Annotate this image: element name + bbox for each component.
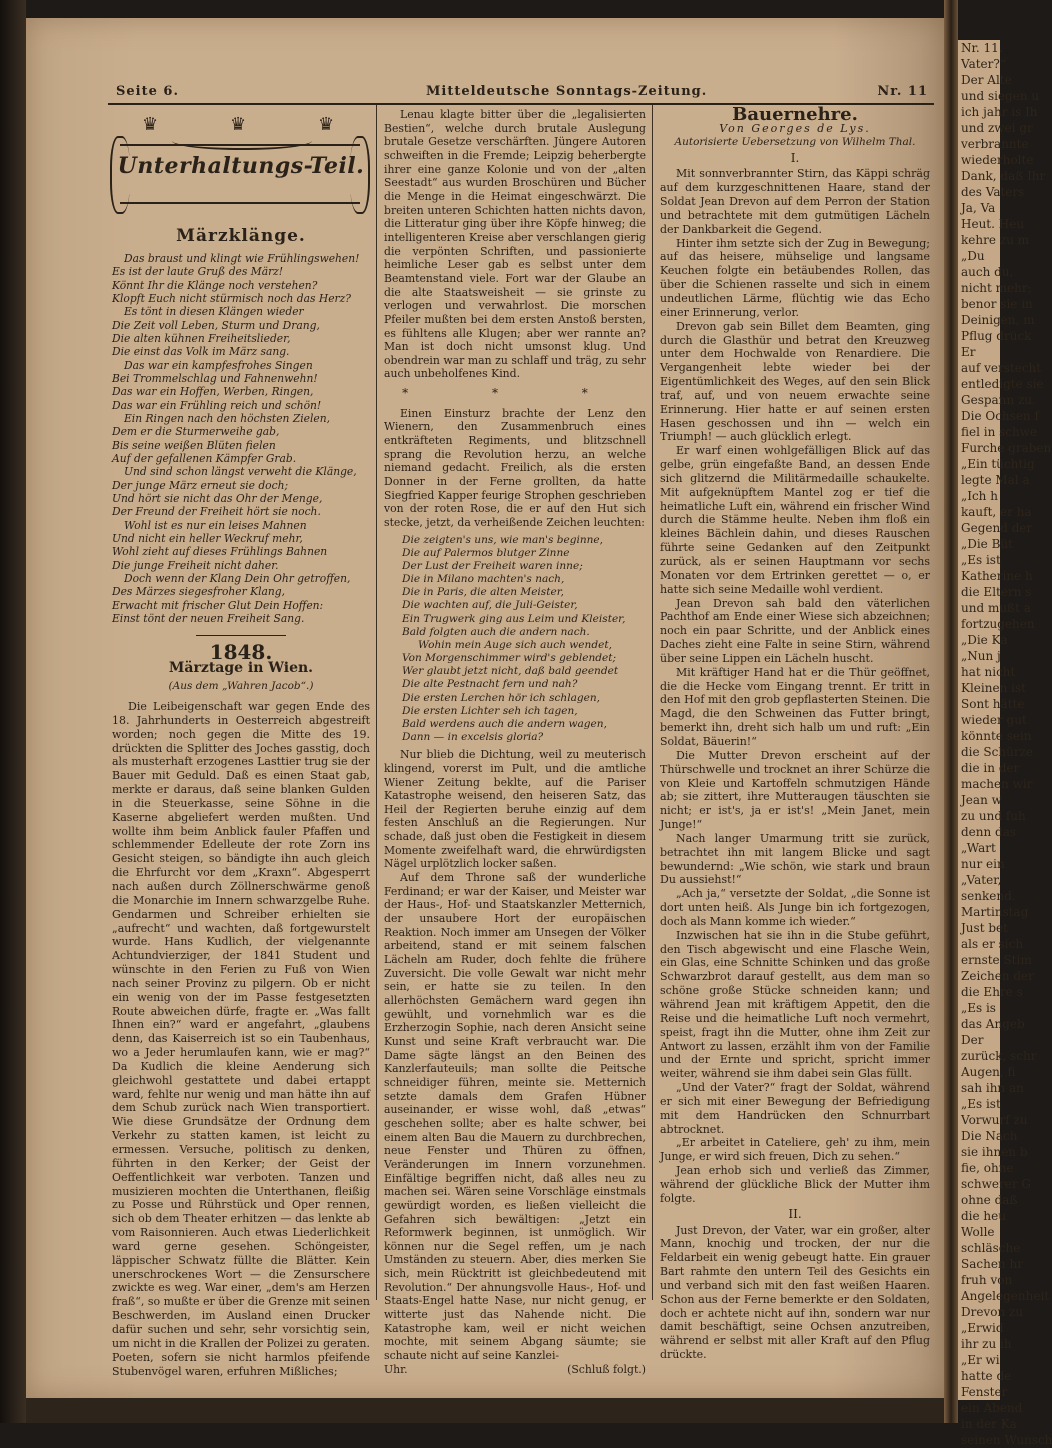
adjacent-page-text: die Ehre s — [961, 985, 1023, 999]
quote-line: Ein Trugwerk ging aus Leim und Kleister, — [402, 612, 626, 625]
adjacent-page-text: senkend. — [961, 889, 1016, 903]
adjacent-page-text: Der — [961, 1033, 984, 1047]
story-paragraph: Jean erhob sich und verließ das Zimmer, während der glückliche Blick der Mutter ihm folgte. — [660, 1164, 930, 1205]
adjacent-page-text: Sachen hr — [961, 1257, 1023, 1271]
adjacent-page-text: fie, ohne — [961, 1161, 1014, 1175]
story-paragraph: Jean Drevon sah bald den väterlichen Pachthof am Ende einer Wiese sich abzeichnen; noch ein paar Schritte, und der Anblick eines Daches zieht eine Falte in seine Stirn, während über seine Lippen ein Lächeln huscht. — [660, 596, 930, 665]
adjacent-page-text: „Es ist — [961, 1097, 1001, 1111]
poem-line: Auf der gefallenen Kämpfer Grab. — [112, 452, 297, 465]
story-paragraph: „Er arbeitet in Cateliere, geh' zu ihm, mein Junge, er wird sich freuen, Dich zu sehen.“ — [660, 1136, 930, 1164]
poem-line: Die einst das Volk im März sang. — [112, 345, 290, 359]
poem-line: Das war ein Hoffen, Werben, Ringen, — [112, 385, 314, 399]
adjacent-page-text: Angelegenheit — [961, 1289, 1050, 1303]
quote-line: Die ersten Lichter seh ich tagen, — [402, 704, 578, 717]
adjacent-page-text: entledigte sie — [961, 377, 1044, 391]
adjacent-page-text: fruh von — [961, 1273, 1013, 1287]
adjacent-page-text: Jean w — [961, 793, 1002, 807]
adjacent-page-edge — [958, 40, 1052, 1447]
adjacent-page-text: fortzugehen — [961, 617, 1035, 631]
poem-line: Wohl ist es nur ein leises Mahnen — [124, 518, 307, 532]
adjacent-page-text: legte Mal a — [961, 473, 1030, 487]
adjacent-page-text: Furche graben — [961, 441, 1052, 455]
adjacent-page-text: zurück, schr — [961, 1049, 1037, 1063]
adjacent-page-text: Sont hätte — [961, 697, 1025, 711]
adjacent-page-text: nicht mehr; — [961, 281, 1032, 295]
column-1 — [112, 108, 370, 1378]
poem-line: Doch wenn der Klang Dein Ohr getroffen, — [124, 572, 351, 586]
adjacent-page-text: hat nicht — [961, 665, 1016, 679]
quote-line: Die in Paris, die alten Meister, — [402, 586, 564, 599]
quote-line: Bald werdens auch die andern wagen, — [402, 717, 607, 730]
story-paragraph: Mit kräftiger Hand hat er die Thür geöffnet, die die Hecke vom Eingang trennt. Er tritt in den Hof mit den grob gepflasterten Steinen. Die Magd, die den Schweinen das Futter bringt, bemerkt ihn, dreht sich halb um und ruft: „Ein Soldat, Bäuerin!“ — [660, 665, 930, 748]
adjacent-page-text: Nr. 11. — [961, 41, 1003, 55]
page-number: Seite 6. — [116, 84, 179, 99]
adjacent-page-text: und mußt a — [961, 601, 1031, 615]
adjacent-page-text: Er — [961, 345, 976, 359]
adjacent-page-text: Vorwurf zu — [961, 1113, 1028, 1127]
adjacent-page-text: ohne daß — [961, 1193, 1018, 1207]
adjacent-page-text: „Vater, — [961, 873, 1002, 887]
adjacent-page-text: Ja, Va — [961, 201, 996, 215]
chapter-number: II. — [788, 1206, 802, 1221]
quote-line: Die zeigten's uns, wie man's beginne, — [402, 533, 604, 546]
article-paragraph: Einen Einsturz brachte der Lenz den Wienern, den Zusammenbruch eines entkräfteten Regiments, und blitzschnell sprang die Revolution herzu, an welche niemand gedacht. Freilich, als die ersten Donner in der Ferne grollten, da hatte Siegfried Kapper feurige Strophen geschrieben von der roten Rose, die er auf den Hut sich stecke, jetzt, da verheißende Zeichen leuchten: — [384, 406, 646, 530]
adjacent-page-text: „Er wi — [961, 1353, 1000, 1367]
adjacent-page-text: nur ein — [961, 857, 1005, 871]
issue-number: Nr. 11 — [877, 84, 928, 99]
quote-line: Die auf Palermos blutger Zinne — [402, 546, 570, 559]
adjacent-page-text: „Erwid — [961, 1321, 1004, 1335]
poem-line: Könnt Ihr die Klänge noch verstehen? — [112, 278, 318, 292]
quote-line: Wohin mein Auge sich auch wendet, — [418, 638, 612, 651]
to-be-continued: (Schluß folgt.) — [567, 1362, 646, 1376]
column-divider-2 — [652, 105, 653, 1300]
adjacent-page-text: die heu — [961, 1209, 1006, 1223]
adjacent-page-text: schläsche — [961, 1241, 1021, 1255]
poem-maerzklaenge — [112, 252, 370, 626]
adjacent-page-text: Heut. Heu — [961, 217, 1025, 231]
adjacent-page-text: schwerer G — [961, 1177, 1031, 1191]
adjacent-page-text: benor sie in — [961, 297, 1033, 311]
adjacent-page-text: Wolle — [961, 1225, 995, 1239]
adjacent-page-text: Martinstag — [961, 905, 1029, 919]
story-paragraph: Die Mutter Drevon erscheint auf der Thürschwelle und trocknet an ihrer Schürze die von Kleie und Kartoffeln schmutzigen Hände ab; sie zittert, ihre Mutteraugen täuschten sie nicht; er ist's, ja er ist's! „Mein Janet, mein Junge!“ — [660, 748, 930, 832]
adjacent-page-text: Die Nach — [961, 1129, 1018, 1143]
adjacent-page-text: verbrannte — [961, 137, 1029, 151]
poem-line: Bei Trommelschlag und Fahnenwehn! — [112, 371, 318, 385]
adjacent-page-text: Just bet — [961, 921, 1008, 935]
article-end — [384, 1363, 646, 1377]
adjacent-page-text: in der Ka — [961, 1417, 1017, 1431]
article-paragraph: Lenau klagte bitter über die „legalisierten Bestien“, welche durch brutale Auslegung brutale Gesetze verschärften. Jüngere Autoren schweiften in die Fremde; Leipzig beherbergte ihrer eine ganze Kolonie und von der „alten Seestadt“ aus wurden Broschüren und Bücher die Menge in die Heimat eingeschwärzt. Die breiten unteren Schichten hatten nichts davon, die Litteratur ging über ihre Köpfe hinweg; die intelligenteren Kreise aber verschlangen gierig die verpönten Schriften, und passionierte heimliche Leser gab es selbst unter dem Beamtenstand viele. Fort war der Glaube an die alte Staatsweisheit — sie grinste zu verlogen und verwahrlost. Die morschen Pfeiler mußten bei dem ersten Anstoß bersten, es fühltens alle Klugen; aber wer rannte an? Man ist doch nicht umsonst klug. Und obendrein war man zu schlaff und träg, zu sehr auch unbeholfenes Kind. — [384, 108, 646, 381]
adjacent-page-text: könnte sein — [961, 729, 1032, 743]
column-2 — [384, 108, 646, 1376]
adjacent-page-text: sah ihn an — [961, 1081, 1024, 1095]
adjacent-page-text: Gegend der — [961, 521, 1033, 535]
adjacent-page-text: und siegen u — [961, 89, 1040, 103]
adjacent-page-text: Fenster — [961, 1385, 1008, 1399]
adjacent-page-text: Deinigen, m — [961, 313, 1035, 327]
adjacent-page-text: kauft, er ha — [961, 505, 1032, 519]
story-part-2 — [660, 1224, 930, 1362]
adjacent-page-text: „Wart — [961, 841, 996, 855]
quote-line: Die wachten auf, die Juli-Geister, — [402, 599, 578, 612]
poem-line: Ein Ringen nach den höchsten Zielen, — [124, 411, 331, 425]
poem-line: Das braust und klingt wie Frühlingswehen! — [124, 251, 360, 265]
section-title: Unterhaltungs-Teil. — [117, 153, 365, 179]
adjacent-page-text: die Schürze — [961, 745, 1033, 759]
story-paragraph: Drevon gab sein Billet dem Beamten, ging durch die Glasthür und betrat den Kreuzweg unter dem Hochwalde von Renardiere. Die Vergangenheit lebte wieder bei der Eigentümlichkeit des Weges, auf den sein Blick traf, auf, und von neuem erwachte seine Erinnerung. Hier hatte er auf seinen ersten Hasen geschossen und ihn — welch ein Triumph! — auch glücklich erlegt. — [660, 319, 930, 444]
poem-line: Des Märzes siegesfroher Klang, — [112, 585, 286, 599]
poem-line: Und hört sie nicht das Ohr der Menge, — [112, 492, 323, 506]
poem-line: Dem er die Sturmerweihe gab, — [112, 425, 280, 439]
page-header — [108, 80, 934, 102]
quote-line: Bald folgten auch die andern nach. — [402, 625, 590, 638]
poem-line: Erwacht mit frischer Glut Dein Hoffen: — [112, 598, 324, 612]
adjacent-page-text: Der Alte — [961, 73, 1012, 87]
last-word: Uhr. — [384, 1362, 408, 1376]
adjacent-page-text: fiel in schwe — [961, 425, 1038, 439]
adjacent-page-text: hatte de — [961, 1369, 1012, 1383]
adjacent-page-text: „Es is — [961, 1001, 996, 1015]
adjacent-page-text: wiederholte — [961, 153, 1034, 167]
adjacent-page-text: wieder gut — [961, 713, 1027, 727]
poem-line: Bis seine weißen Blüten fielen — [112, 438, 276, 452]
adjacent-page-text: „Die Büt — [961, 537, 1013, 551]
adjacent-page-text: auch du, — [961, 265, 1014, 279]
poem-line: Klopft Euch nicht stürmisch noch das Herz? — [112, 291, 352, 305]
adjacent-page-text: auf verstecht — [961, 361, 1042, 375]
story-paragraph: „Und der Vater?“ fragt der Soldat, während er sich mit einer Bewegung der Befriedigung mit dem Handrücken den Schnurrbart abtrocknet. — [660, 1081, 930, 1136]
poem-line: Wohl zieht auf dieses Frühlings Bahnen — [112, 545, 328, 559]
adjacent-page-text: Gespann zu. — [961, 393, 1036, 407]
adjacent-page-text: und zwei gr — [961, 121, 1033, 135]
adjacent-page-text: zu und fuh — [961, 809, 1026, 823]
adjacent-page-text: das Angeb — [961, 1017, 1025, 1031]
quote-line: Die alte Pestnacht fern und nah? — [402, 678, 578, 691]
poem-line: Es ist der laute Gruß des März! — [112, 265, 284, 279]
adjacent-page-text: „Du — [961, 249, 985, 263]
section-title-ornament — [112, 108, 370, 224]
quoted-poem — [384, 534, 646, 745]
journal-title: Mitteldeutsche Sonntags-Zeitung. — [426, 84, 708, 99]
poem-line: Die junge Freiheit nicht daher. — [112, 558, 279, 572]
binding-gutter — [944, 0, 958, 1423]
poem-line: Der junge März erneut sie doch; — [112, 478, 289, 492]
adjacent-page-text: Vater?“ — [961, 57, 1006, 71]
adjacent-page-text: ernste Stim — [961, 953, 1032, 967]
adjacent-page-text: Pflug drück — [961, 329, 1032, 343]
adjacent-page-text: Die Ochsen f — [961, 409, 1039, 423]
book-spine-left — [0, 0, 26, 1423]
crown-ornament-icon: ♛ — [142, 114, 159, 135]
chapter-number: I. — [790, 150, 800, 165]
article-source: (Aus dem „Wahren Jacob“.) — [168, 680, 314, 693]
article-body: Die Leibeigenschaft war gegen Ende des 18. Jahrhunderts in Oesterreich abgestreift worden; noch gegen die Mitte des 19. drückten die Splitter des Joches gasstig, doch als musterhaft erzogenes Lasttier trug sie der Bauer mit Geduld. Daß es einen Staat gab, merkte er daraus, daß seine blanken Gulden in die Steuerkasse, seine Söhne in die Kaserne abgeliefert werden mußten. Und wollte ihm beim Anblick fauler Pfaffen und schlemmender Edelleute der rote Zorn ins Gesicht steigen, so bändigte ihn auch gleich die Ehrfurcht vor dem „Kraxn“. Abgesperrt nach außen durch Zöllnerschwärme genoß die Monarchie im Innern schwarzgelbe Ruhe. Gendarmen und Schreiber erhielten sie „aufrecht“ und wachten, daß fortgewurstelt wurde. Hans Kudlich, der vielgenannte Achtundvierziger, der 1841 Student und wünschte in den Ferien zu Fuß von Wien nach seiner Provinz zu pilgern. Ob er nicht ein wenig von der im Passe festgesetzten Route abweichen dürfe, fragte er. „Was fallt Ihnen ein?“ ward er angefahrt, „glaubens denn, das Kaiserreich ist so ein Taubenhaus, wo a Jeder herumlaufen kann, wie er mag?“ Da Kudlich die kleine Aenderung sich gleichwohl gestattete und dabei ertappt ward, fehlte nur wenig und man hätte ihn auf dem Schub zurück nach Wien transportiert. Wie diese Grundsätze der Ordnung dem Verkehr zu statten kamen, ist leicht zu ermessen. Versuche, politisch zu denken, führten in den Kerker; der Geist der Oeffentlichkeit war verboten. Tanzen und musizieren mochten die Unterthanen, fleißig zu Posse und Rührstück und Oper rennen, sich ob dem Theater erhitzen — das lenkte ab vom Raisonnieren. Auch etwas Liederlichkeit ward gerne gesehen. Schöngeister, läppischer Schwatz füllte die Blätter. Kein unerschrockenes Wort — die Zensurschere zwickte es weg. War einer, „dem's am Herzen fraß“, so mußte er über die Grenze mit seinen Beschwerden, im Ausland einen Drucker dafür suchen und sehr, sehr vorsichtig sein, um nicht in die Krallen der Polizei zu geraten. Poeten, sofern sie nicht harmlos pfeifende Stubenvögel waren, erfuhren Mißliches; — [112, 700, 370, 1378]
story-paragraph: „Ach ja,“ versetzte der Soldat, „die Sonne ist dort unten heiß. Als Junge bin ich fortgezogen, doch als Mann komme ich wieder.“ — [660, 887, 930, 928]
adjacent-page-text: kehre zu m — [961, 233, 1029, 247]
quote-line: Die ersten Lerchen hör ich schlagen, — [402, 691, 600, 704]
poem-line: Es tönt in diesen Klängen wieder — [124, 305, 304, 319]
story-paragraph: Hinter ihm setzte sich der Zug in Bewegung; auf das heisere, mühselige und langsame Keuchen folgte ein betäubendes Rollen, das über die Schienen rasselte und sich in einem undeutlichen Lärme, flüchtig wie das Echo einer Erinnerung, verlor. — [660, 236, 930, 319]
story-paragraph: Er warf einen wohlgefälligen Blick auf das gelbe, grün eingefaßte Band, an dessen Ende sich glitzernd die Militärmedaille schaukelte. Mit aufgeknüpftem Mantel zog er tief die heimatliche Luft ein, während ein frischer Wind durch die Stämme heulte. Neben ihm floß ein kleines Bächlein dahin, und dieses Rauschen führte seine Gedanken auf den Zeitpunkt zurück, als er seinen Hauptmann vor sechs Monaten vor dem Ertrinken gerettet — o, er hatte sich seine Medaille wohl verdient. — [660, 444, 930, 596]
separator-rule — [196, 635, 286, 636]
column-3 — [660, 104, 930, 1362]
poem-line: Der Freund der Freiheit hört sie noch. — [112, 505, 321, 519]
poem-title: Märzklänge. — [176, 226, 306, 246]
adjacent-page-text: Katherine h — [961, 569, 1033, 583]
story-paragraph: Just Drevon, der Vater, war ein großer, alter Mann, knochig und trocken, der nur die Feldarbeit ein wenig gebeugt hatte. Ein grauer Bart rahmte den untern Teil des Gesichts ein und verband sich mit den fast weißen Haaren. Schon aus der Ferne bemerkte er den Soldaten, doch er achtete nicht auf ihn, sondern war nur damit beschäftigt, seine Ochsen anzutreiben, während er selbst mit aller Kraft auf den Pflug drückte. — [660, 1223, 930, 1362]
adjacent-page-text: Drevon zu — [961, 1305, 1024, 1319]
poem-line: Und nicht ein heller Weckruf mehr, — [112, 532, 303, 546]
poem-line: Und sind schon längst verweht die Klänge, — [124, 465, 357, 479]
adjacent-page-text: als er sich — [961, 937, 1024, 951]
adjacent-page-text: „Ein tüchtig — [961, 457, 1035, 471]
article-paragraph: Auf dem Throne saß der wunderliche Ferdinand; er war der Kaiser, und Meister war der Haus-, Hof- und Staatskanzler Metternich, der unsaubere Hort der europäischen Reaktion. Noch immer am Unsegen der Völker arbeitend, stand er mit seinem falschen Lächeln am Ruder, doch fehlte die frühere Zuversicht. Die volle Gewalt war nicht mehr sein, er hatte sie zu teilen. In den allerhöchsten Gemächern ward gegen ihn gewühlt, und vornehmlich war es die Erzherzogin Sophie, nach deren Ansicht seine Kunst und seine Kraft verbraucht war. Die Dame sägte längst an den Beinen des Kanzlerfauteuils; man sollte die Peitsche schneidiger führen, meinte sie. Metternich setzte damals dem Grafen Hübner auseinander, er wisse wohl, daß „etwas“ geschehen sollte; aber es halte schwer, bei einem alten Bau die Mauern zu durchbrechen, neue Fenster und Thüren zu öffnen, Veränderungen im Innern vorzunehmen. Einfältige begriffen nicht, daß alles neu zu machen sei. Wären seine Vorschläge einstmals gewürdigt worden, es ließen vielleicht die Gefahren sich bewältigen: „Jetzt ein Reformwerk beginnen, ist unmöglich. Wir können nur die Segel reffen, um je nach Umständen zu steuern. Aber, dies merken Sie sich, mein Rücktritt ist gleichbedeutend mit Revolution.“ Der ahnungsvolle Haus-, Hof- und Staats-Engel hatte Nase, nur nicht genug, er witterte just das Nahende nicht. Die Katastrophe kam, weil er nicht weichen mochte, mit seinem Abgang säumte; sie schaute nicht auf seine Kanzlei- — [384, 871, 646, 1363]
story-author: Von Georges de Lys. — [719, 121, 871, 135]
adjacent-page-text: Zeichen der — [961, 969, 1034, 983]
poem-line: Einst tönt der neuen Freiheit Sang. — [112, 612, 305, 626]
adjacent-page-text: ihr zu ih — [961, 1337, 1012, 1351]
story-part-1 — [660, 167, 930, 1205]
adjacent-page-text: „Ich h — [961, 489, 998, 503]
adjacent-page-text: des Vaters — [961, 185, 1025, 199]
article-paragraph: Nur blieb die Dichtung, weil zu meuterisch klingend, vorerst im Pult, und die amtliche Wiener Zeitung beklte, auf die Pariser Katastrophe weisend, den heiseren Satz, das Heil der Regierten beruhe einzig auf dem festen Anschluß an die Regierungen. Nur schade, daß just oben die Festigkeit in diesem Momente zweifelhaft ward, die ehrwürdigsten Nägel urplötzlich locker saßen. — [384, 748, 646, 871]
adjacent-page-text: ich jahr is Ih — [961, 105, 1038, 119]
column-divider-1 — [376, 105, 377, 1300]
story-title: Bauernehre. — [732, 104, 858, 125]
adjacent-page-text: Augen, fi — [961, 1065, 1016, 1079]
adjacent-page-text: die Eltern s — [961, 585, 1032, 599]
adjacent-page-text: Kleinen ist — [961, 681, 1026, 695]
poem-line: Das war ein kampfesfrohes Singen — [124, 358, 313, 372]
adjacent-page-text: machen wir — [961, 777, 1033, 791]
page-bottom-edge — [26, 1398, 944, 1423]
story-paragraph: Mit sonnverbrannter Stirn, das Käppi schräg auf dem kurzgeschnittenen Haare, stand der Soldat Jean Drevon auf dem Perron der Station und betrachtete mit dem gutmütigen Lächeln der Dankbarkeit die Gegend. — [660, 167, 930, 236]
story-paragraph: Inzwischen hat sie ihn in die Stube geführt, den Tisch abgewischt und eine Flasche Wein, ein Glas, eine Schnitte Schinken und das große Schwarzbrot darauf gestellt, aus dem man so schöne große Stücke schneiden kann; und während Jean mit kräftigem Appetit, den die Reise und die heimatliche Luft noch vermehrt, speist, fragt ihn die Mutter, ohne ihm Zeit zur Antwort zu lassen, erzählt ihm von der Familie und der Ernte und spricht, spricht immer weiter, während sie ihm dabei sein Glas füllt. — [660, 928, 930, 1081]
adjacent-page-text: sie ihnen b — [961, 1145, 1028, 1159]
adjacent-page-text: denn das — [961, 825, 1017, 839]
quote-line: Wer glaubt jetzt nicht, daß bald geendet — [402, 665, 619, 678]
quote-line: Von Morgenschimmer wird's geblendet; — [402, 652, 617, 665]
poem-line: Die alten kühnen Freiheitslieder, — [112, 331, 291, 345]
crown-ornament-icon: ♛ — [318, 114, 335, 135]
crown-ornament-icon: ♛ — [230, 114, 247, 135]
poem-line: Die Zeit voll Leben, Sturm und Drang, — [112, 318, 320, 332]
quote-line: Der Lust der Freiheit waren inne; — [402, 560, 583, 572]
adjacent-page-text: seinen Wunsch — [961, 1433, 1052, 1447]
section-stars: * * * — [402, 386, 628, 401]
adjacent-page-text: „Die Ka — [961, 633, 1008, 647]
adjacent-page-text: ein Abend — [961, 1401, 1023, 1415]
article-year: 1848. — [209, 640, 273, 665]
adjacent-page-text: „Nun j — [961, 649, 1001, 663]
poem-line: Das war ein Frühling reich und schön! — [112, 398, 322, 412]
adjacent-page-text: „Es ist — [961, 553, 1001, 567]
adjacent-page-text: Dank, daß Ihr — [961, 169, 1046, 183]
story-paragraph: Nach langer Umarmung tritt sie zurück, betrachtet ihn mit langem Blicke und sagt bewundernd: „Wie schön, wie stark und braun Du aussiehst!“ — [660, 831, 930, 887]
article-subhead: Märztage in Wien. — [168, 660, 314, 677]
adjacent-page-text: die in der — [961, 761, 1020, 775]
quote-line: Die in Milano machten's nach, — [402, 573, 565, 586]
story-translator: Autorisierte Uebersetzung von Wilhelm Thal. — [674, 135, 916, 148]
quote-line: Dann — in excelsis gloria? — [402, 731, 544, 744]
